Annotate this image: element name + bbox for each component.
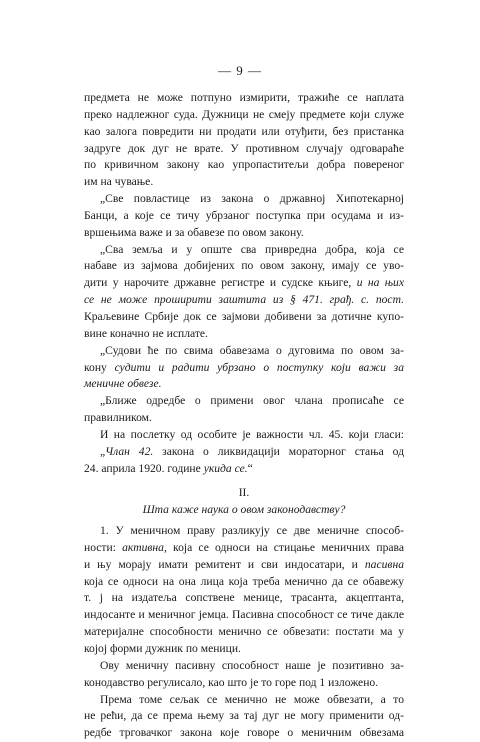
text-line: т. ј на издатеља сопствене менице, трасанта, акцептанта, — [84, 591, 404, 605]
text-line: набаве из зајмова добијених по овом закону, имају се уво- — [84, 259, 404, 273]
italic-span: укида се. — [203, 461, 248, 475]
text-line: „Судови ће по свима обавезама о дуговима по овом за- — [100, 343, 404, 357]
text-line: „Сва земља и у опште сва привредна добра, која се — [100, 242, 404, 256]
text-line: индосанте и меничног јемца. Пасивна способност се тиче дакле — [84, 608, 404, 622]
text-line: меничне обвезе. — [84, 377, 162, 391]
text-line — [84, 275, 404, 292]
text-span: 24. априла 1920. године — [84, 461, 204, 475]
text-span: „ — [100, 444, 106, 458]
text-span: , која се односи на стицање меничних права — [163, 540, 404, 554]
text-line: вршењима важе и за обавезе по овом закону. — [84, 225, 304, 239]
text-line: материјалне способности менично се обвезати: постати ма у — [84, 625, 404, 639]
text-line — [84, 540, 404, 557]
text-line: као залога повредити ни продати или отуђити, без пристанка — [84, 124, 404, 138]
text-line: по кривичном закону као упропаститељи добра повереног — [84, 158, 404, 172]
text-line: Ову меничну пасивну способност наше је позитивно за- — [100, 658, 404, 672]
text-span: дити у нарочите државне регистре и судске књиге, — [84, 276, 357, 290]
italic-span: Члан 42. — [105, 444, 154, 458]
text-line: која се односи на она лица која треба менично да се обавежу — [84, 574, 404, 588]
text-line: „Све повластице из закона о државној Хипотекарној — [100, 192, 404, 206]
italic-span: судити и радити убрзано о поступку који важи за — [114, 360, 404, 374]
text-span: кону — [84, 360, 115, 374]
text-span: и њу морају имати ремитент и сви индосатари, и — [84, 557, 365, 571]
text-line: којој форми дужник по меници. — [84, 642, 241, 655]
text-line: се не може проширити заштита из § 471. грађ. с. пост. — [84, 293, 404, 307]
text-span: ности: — [84, 540, 123, 554]
text-line: предмета не може потпуно измирити, тражиће се наплата — [84, 91, 404, 104]
text-line: преко надлежног суда. Дужници не смеју предмете који служе — [84, 107, 404, 121]
page-number: — 9 — — [218, 63, 262, 78]
text-line — [84, 557, 404, 574]
text-line: „Ближе одредбе о примени овог члана прописаће се — [100, 394, 404, 408]
text-line: И на послетку од особите је важности чл. 45. који гласи: — [100, 427, 404, 441]
text-line: редбе трговачког закона које говоре о меничним обвезама — [84, 726, 404, 740]
text-line: задруге док дуг не врате. У противном случају одговараће — [84, 141, 404, 155]
text-line: вине коначно не исплате. — [84, 326, 208, 340]
section-heading: Шта каже наука о овом законодавству? — [142, 503, 346, 517]
italic-span: пасивна — [364, 557, 404, 571]
text-span: закона о ликвидацији мораторног стања од — [153, 444, 404, 458]
text-line: не рећи, да се према њему за тај дуг не могу применити од- — [84, 709, 404, 723]
italic-span: активна — [122, 540, 164, 554]
text-line: Краљевине Србије док се зајмови добивени за дотичне купо- — [84, 309, 404, 323]
italic-span: и на њих — [356, 276, 404, 290]
text-line: 1. У меничном праву разликују се две меничне способ- — [100, 524, 404, 538]
text-line: правилником. — [84, 411, 152, 425]
document-body — [84, 90, 404, 742]
section-number: II. — [238, 486, 250, 500]
text-line — [84, 444, 404, 461]
text-line — [84, 360, 404, 377]
text-line: конодавство регулисало, као што је то горе под 1 изложено. — [84, 675, 379, 689]
text-line: Према томе сељак се менично не може обвезати, а то — [100, 692, 404, 706]
text-line: Банци, а које се тичу убрзаног поступка при осудама и из- — [84, 208, 404, 222]
text-line — [84, 461, 404, 478]
text-line: им на чување. — [84, 175, 154, 189]
text-span: “ — [247, 461, 253, 475]
